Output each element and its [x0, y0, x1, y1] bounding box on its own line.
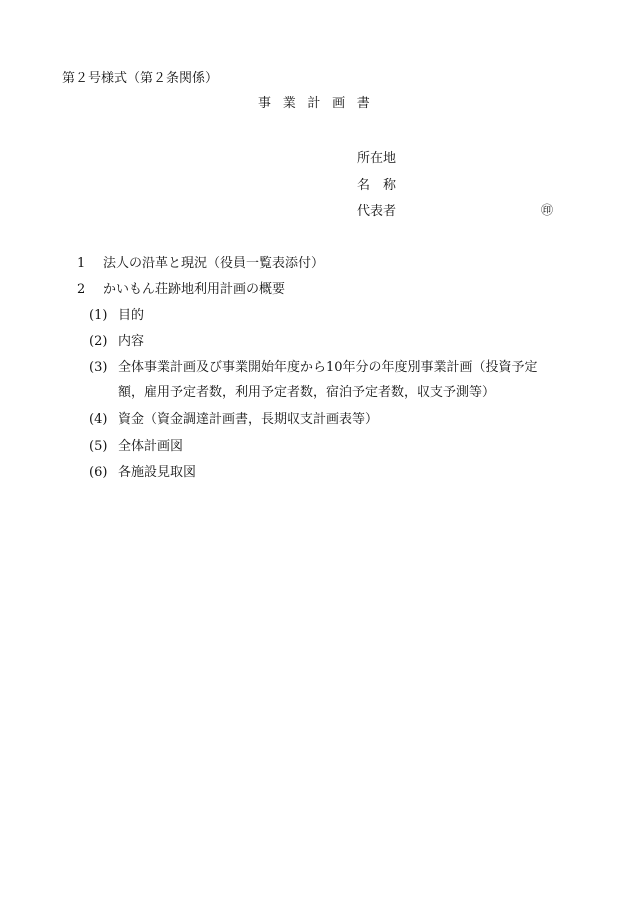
- seal-mark: ㊞: [541, 203, 554, 217]
- name-label: 名称: [357, 178, 410, 193]
- form-label: 第２号様式（第２条関係）: [62, 71, 219, 86]
- representative-label: 代表者: [357, 204, 397, 219]
- subitem-text: 全体計画図: [118, 439, 184, 454]
- location-label: 所在地: [357, 151, 397, 166]
- subitem-text: 目的: [118, 308, 145, 323]
- subitem-number: (6): [89, 465, 108, 480]
- subitem-number: (1): [89, 308, 108, 323]
- item-number: 2: [77, 282, 86, 297]
- subitem-text: 各施設見取図: [118, 465, 197, 480]
- item-text: 法人の沿革と現況（役員一覧表添付）: [103, 256, 325, 271]
- item-number: 1: [77, 256, 86, 271]
- item-text: かいもん荘跡地利用計画の概要: [103, 282, 286, 297]
- subitem-number: (2): [89, 334, 108, 349]
- document-title: 事業計画書: [258, 96, 382, 111]
- subitem-number: (5): [89, 439, 108, 454]
- subitem-text: 内容: [118, 334, 145, 349]
- subitem-number: (4): [89, 412, 108, 427]
- subitem-number: (3): [89, 360, 108, 375]
- subitem-text: 資金（資金調達計画書，長期収支計画表等）: [118, 412, 379, 427]
- subitem-text: 全体事業計画及び事業開始年度から10年分の年度別事業計画（投資予定: [118, 360, 538, 375]
- subitem-continuation: 額，雇用予定者数，利用予定者数，宿泊予定者数，収支予測等）: [118, 385, 496, 400]
